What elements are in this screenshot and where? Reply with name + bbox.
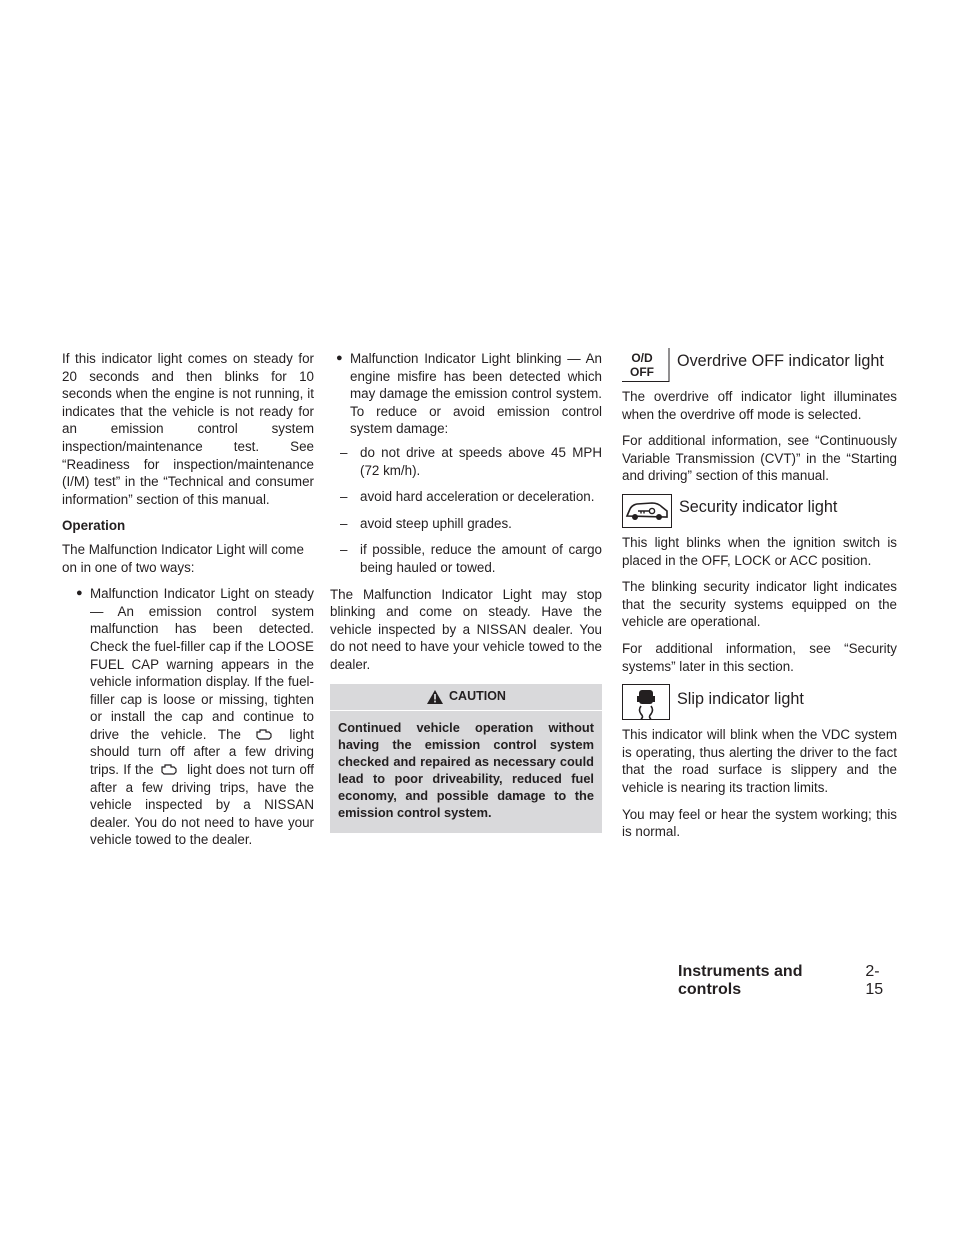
operation-list (62, 585, 314, 849)
column-left (62, 350, 314, 855)
security-paragraph-1: This light blinks when the ignition switch is placed in the OFF, LOCK or ACC position. (622, 534, 897, 568)
bullet1-text-b: light should turn off after a few driving trips. If the (90, 726, 314, 778)
operation-paragraph: The Malfunction Indicator Light will come on in one of two ways: (62, 541, 304, 575)
footer-section-title: Instruments and controls (678, 963, 803, 998)
security-title: Security indicator light (679, 497, 838, 516)
dash-list (330, 444, 602, 577)
operation-heading: Operation (62, 518, 126, 534)
dash-item: – avoid steep uphill grades. (330, 515, 602, 533)
caution-label: CAUTION (449, 688, 506, 703)
security-paragraph-3: For additional information, see “Security systems” later in this section. (622, 640, 897, 674)
mil-intro-paragraph: If this indicator light comes on steady for 20 seconds and then blinks for 10 seconds when the engine is not running, it indicates that the vehicle is not ready for an emission control system inspection/maintenance test. See “Readiness for inspection/maintenance (I/M) test” in the “Technical and consumer information” section of this manual. (62, 351, 314, 507)
security-paragraph-2: The blinking security indicator light indicates that the security systems equipped on the vehicle are operational. (622, 579, 897, 630)
column-right (622, 350, 897, 850)
warning-icon (426, 689, 444, 705)
column-middle (330, 350, 602, 833)
od-heading (622, 348, 897, 382)
slip-title: Slip indicator light (677, 690, 804, 709)
dash-item: – if possible, reduce the amount of cargo being hauled or towed. (330, 541, 602, 576)
od-paragraph-2: For additional information, see “Continuously Variable Transmission (CVT)” in the “Starting and driving” section of this manual. (622, 433, 897, 484)
caution-header (330, 684, 602, 710)
list-item-blinking: ● Malfunction Indicator Light blinking — An engine misfire has been detected which may damage the emission control system. To reduce or avoid emission control system damage: (330, 350, 602, 438)
blinking-list (330, 350, 602, 438)
caution-text: Continued vehicle operation without having the emission control system checked and repaired as necessary could lead to poor driveability, reduced fuel economy, and possible damage to the emission control system. (330, 710, 602, 821)
security-heading (622, 494, 897, 528)
dash-item: – avoid hard acceleration or deceleration. (330, 488, 602, 506)
engine-icon (159, 762, 179, 776)
dash-item: – do not drive at speeds above 45 MPH (72 km/h). (330, 444, 602, 479)
bullet1-text-c: light does not turn off after a few driving trips, have the vehicle inspected by a NISSAN dealer. You do not need to have your vehicle towed to the dealer. (90, 762, 314, 848)
blinking-paragraph: The Malfunction Indicator Light may stop blinking and come on steady. Have the vehicle inspected by a NISSAN dealer. You do not need to have your vehicle towed to the dealer. (330, 586, 602, 672)
overdrive-off-icon (622, 348, 670, 382)
page-number: 2-15 (865, 963, 884, 998)
caution-box (330, 684, 602, 833)
list-item-steady (70, 585, 314, 849)
od-icon-line1: O/D (631, 351, 653, 365)
od-icon-line2: OFF (630, 365, 654, 379)
bullet1-text-a: Malfunction Indicator Light on steady — An emission control system malfunction has been detected. Check the fuel-filler cap if the LOOSE FUEL CAP warning appears in the vehicle information display. If the fuel-filler cap is loose or missing, tighten or install the cap and continue to drive the vehicle. The (90, 586, 314, 742)
engine-icon (254, 727, 274, 741)
slip-paragraph-1: This indicator will blink when the VDC system is operating, thus alerting the driver to the fact that the road surface is slippery and the vehicle is nearing its traction limits. (622, 727, 897, 795)
od-paragraph-1: The overdrive off indicator light illuminates when the overdrive off mode is selected. (622, 389, 897, 422)
slip-heading (622, 684, 897, 720)
security-car-key-icon (622, 494, 672, 528)
slip-paragraph-2: You may feel or hear the system working; this is normal. (622, 806, 897, 840)
od-title: Overdrive OFF indicator light (677, 352, 884, 370)
page-footer (678, 963, 896, 999)
slip-car-icon (622, 684, 670, 720)
